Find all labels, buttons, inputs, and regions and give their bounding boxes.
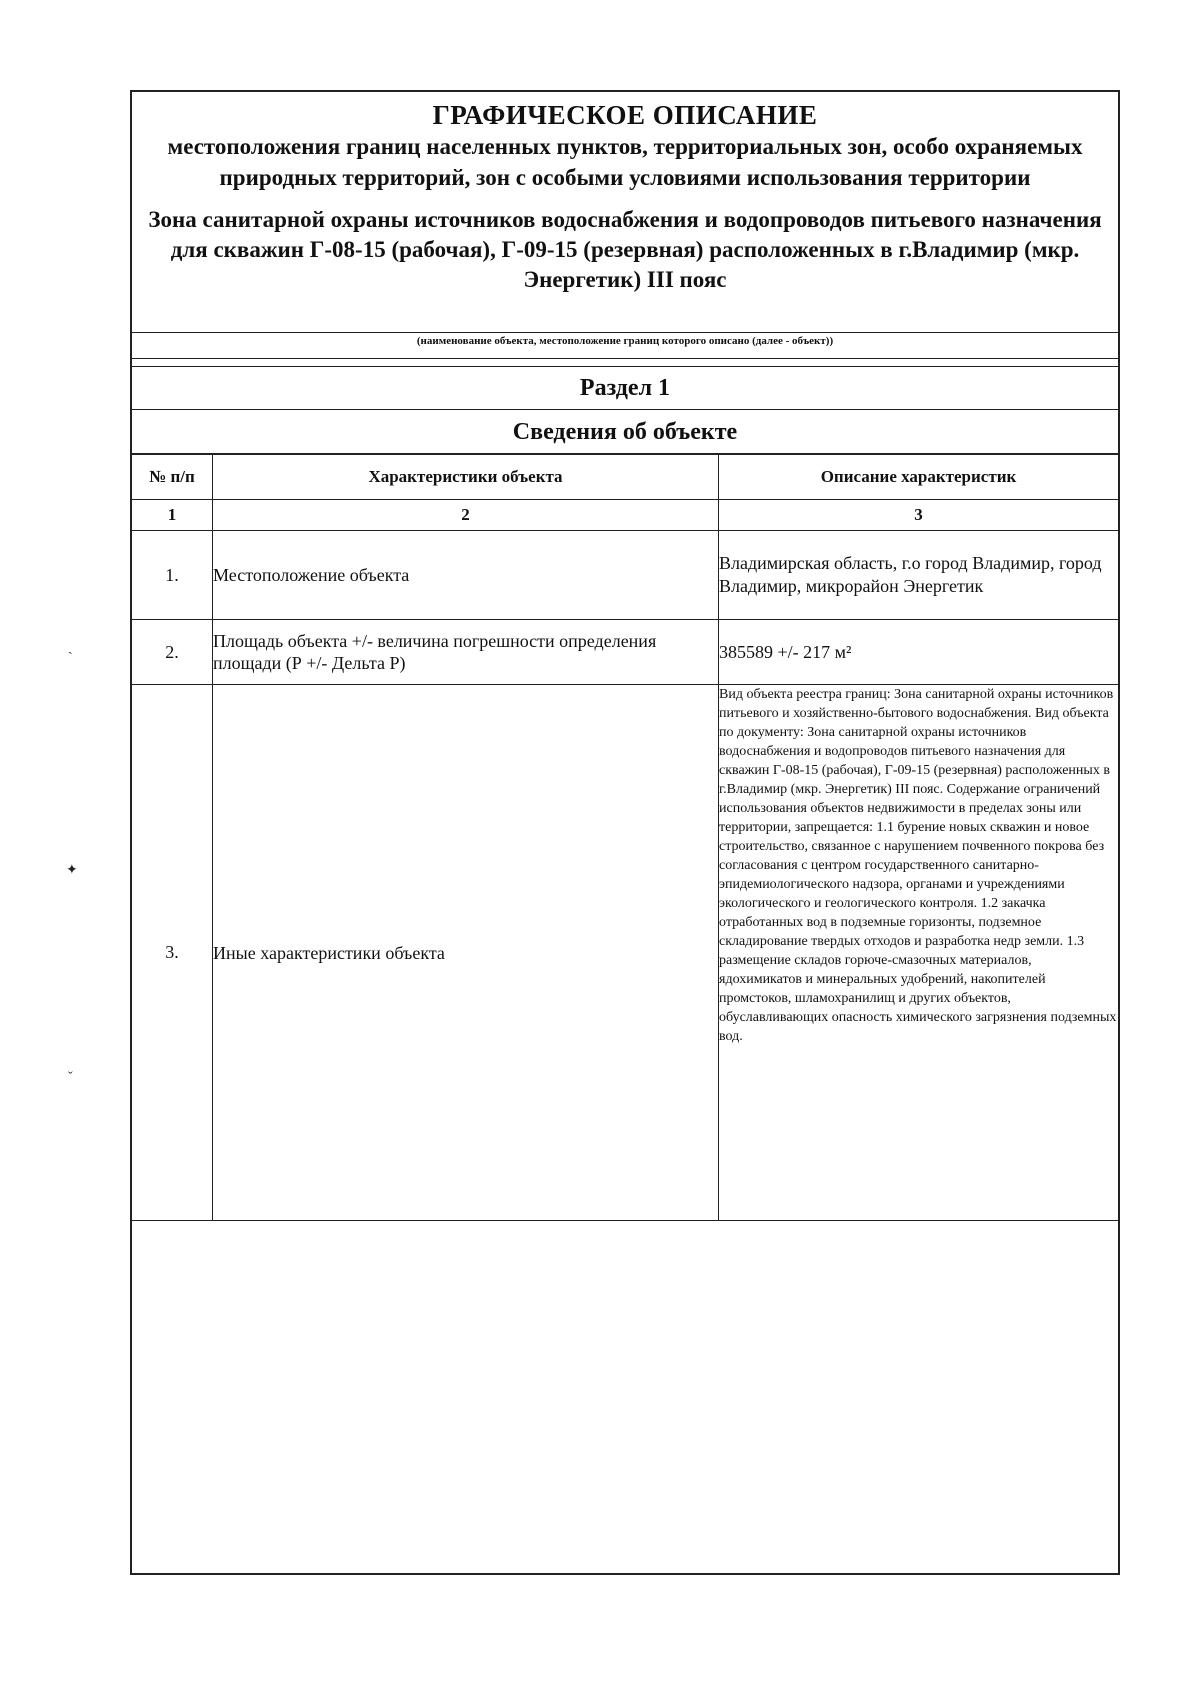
document-subtitle: местоположения границ населенных пунктов, территориальных зон, особо охраняемых природных территорий, зон с особыми условиями использования территории: [167, 134, 1083, 190]
section-label: Раздел 1: [132, 366, 1118, 410]
column-number: 2: [213, 500, 719, 531]
table-header-row: [132, 455, 1118, 500]
row-index: 1.: [132, 531, 213, 620]
row-index: 3.: [132, 685, 213, 1221]
column-number-row: [132, 500, 1118, 531]
empty-area: [132, 1325, 1118, 1575]
row-description: Владимирская область, г.о город Владимир, город Владимир, микрорайон Энергетик: [719, 531, 1119, 620]
table-row: [132, 620, 1118, 685]
row-description: 385589 +/- 217 м²: [719, 620, 1119, 685]
margin-mark: ˎ: [68, 640, 73, 655]
row-description: Вид объекта реестра границ: Зона санитарной охраны источников питьевого и хозяйственно-бытового водоснабжения. Вид объекта по документу: Зона санитарной охраны источников водоснабжения и водопроводов питьевого назначения для скважин Г-08-15 (рабочая), Г-09-15 (резервная) расположенных в г.Владимир (мкр. Энергетик) III пояс. Содержание ограничений использования объектов недвижимости в пределах зоны или территории, запрещается: 1.1 бурение новых скважин и новое строительство, связанное с нарушением почвенного покрова без согласования с центром государственного санитарно-эпидемиологического надзора, органами и учреждениями экологического и геологического контроля. 1.2 закачка отработанных вод в подземные горизонты, подземное складирование твердых отходов и разработка недр земли. 1.3 размещение складов горюче-смазочных материалов, ядохимикатов и минеральных удобрений, накопителей промстоков, шламохранилищ и других объектов, обуславливающих опасность химического загрязнения подземных вод.: [719, 685, 1119, 1221]
document-header: [132, 92, 1118, 333]
row-characteristic: Площадь объекта +/- величина погрешности определения площади (Р +/- Дельта Р): [213, 620, 719, 685]
object-name: Зона санитарной охраны источников водоснабжения и водопроводов питьевого назначения для скважин Г-08-15 (рабочая), Г-09-15 (резервная) расположенных в г.Владимир (мкр. Энергетик) III пояс: [148, 207, 1102, 292]
section-title: Сведения об объекте: [132, 410, 1118, 454]
margin-mark: ˇ: [68, 1070, 73, 1085]
header-number: № п/п: [132, 455, 213, 500]
header-characteristics: Характеристики объекта: [213, 455, 719, 500]
header-description: Описание характеристик: [719, 455, 1119, 500]
table-row: [132, 531, 1118, 620]
row-characteristic: Иные характеристики объекта: [213, 685, 719, 1221]
column-number: 3: [719, 500, 1119, 531]
row-characteristic: Местоположение объекта: [213, 531, 719, 620]
table-row: [132, 685, 1118, 1221]
column-number: 1: [132, 500, 213, 531]
document-title: ГРАФИЧЕСКОЕ ОПИСАНИЕ: [432, 100, 818, 130]
object-name-caption: (наименование объекта, местоположение границ которого описано (далее - объект)): [132, 332, 1118, 359]
document-frame: [130, 90, 1120, 1575]
object-info-table: [132, 454, 1118, 1221]
margin-mark: ✦: [66, 863, 78, 878]
row-index: 2.: [132, 620, 213, 685]
